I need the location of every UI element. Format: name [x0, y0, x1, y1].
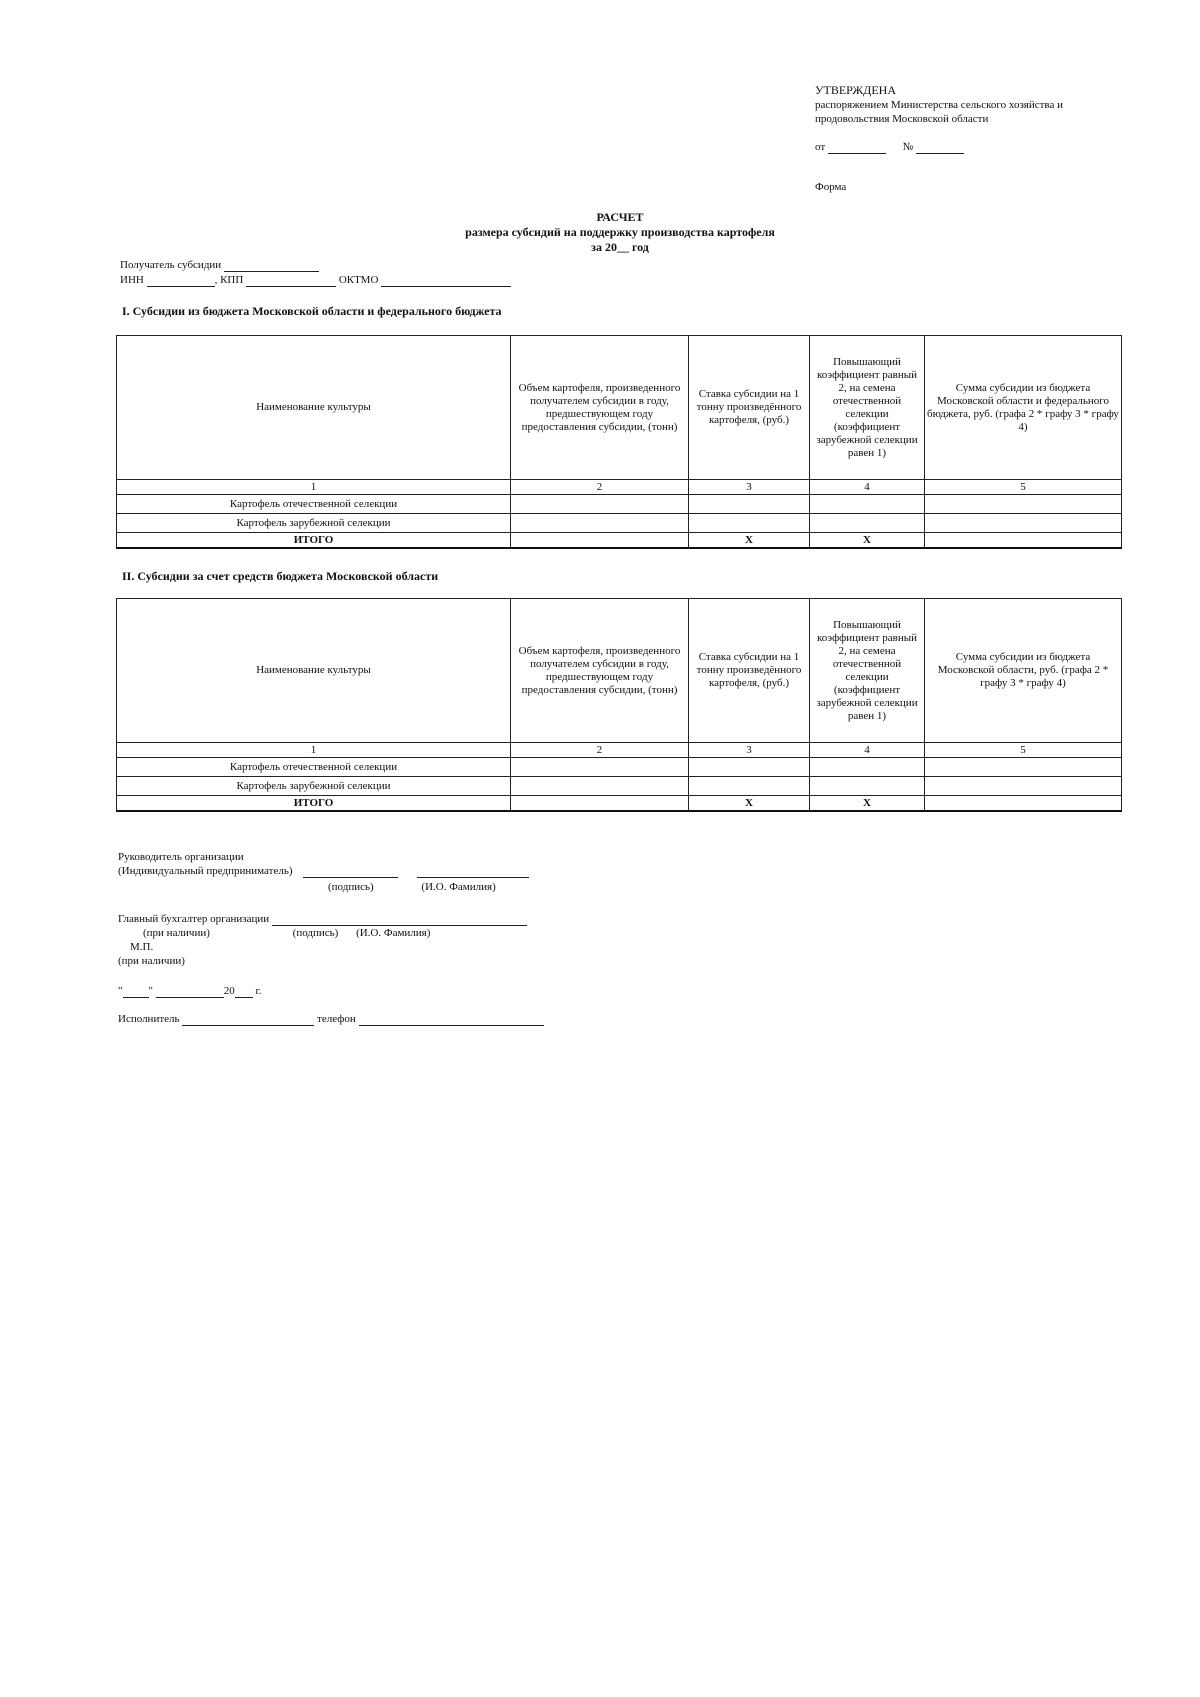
- signatures-block: [118, 850, 718, 1026]
- x-mark: X: [689, 796, 810, 812]
- column-number: 5: [925, 480, 1122, 495]
- total-label: ИТОГО: [117, 533, 511, 549]
- date-quote-close: ": [148, 985, 153, 997]
- name-caption: (И.О. Фамилия): [421, 881, 496, 893]
- form-label: Форма: [815, 181, 847, 193]
- executor-label: Исполнитель: [118, 1013, 180, 1025]
- data-cell[interactable]: [810, 514, 925, 533]
- approval-number-field[interactable]: [916, 141, 964, 154]
- total-row: [117, 533, 1122, 549]
- header-cell: Повышающий коэффициент равный 2, на семена отечественной селекции (коэффициент зарубежной селекции равен 1): [810, 336, 925, 480]
- data-cell[interactable]: [925, 533, 1122, 549]
- head-name-field[interactable]: [417, 865, 529, 878]
- table-row: [117, 758, 1122, 777]
- year-prefix: 20: [223, 985, 235, 997]
- data-cell[interactable]: [511, 758, 689, 777]
- approval-line-2: продовольствия Московской области: [815, 113, 989, 125]
- approval-heading: УТВЕРЖДЕНА: [815, 83, 897, 97]
- crop-name: Картофель зарубежной селекции: [117, 514, 511, 533]
- approval-number-label: №: [902, 141, 914, 153]
- crop-name: Картофель отечественной селекции: [117, 758, 511, 777]
- table-header-row: [117, 599, 1122, 743]
- x-mark: X: [689, 533, 810, 549]
- kpp-label: , КПП: [214, 274, 244, 286]
- data-cell[interactable]: [511, 796, 689, 812]
- executor-field[interactable]: [182, 1013, 314, 1026]
- title-period: за 20__ год: [591, 240, 649, 254]
- header-cell: Сумма субсидии из бюджета Московской области, руб. (графа 2 * графу 3 * графу 4): [925, 599, 1122, 743]
- column-number-row: [117, 480, 1122, 495]
- section-2-table: [116, 598, 1122, 812]
- date-line: [118, 984, 718, 998]
- phone-label: телефон: [317, 1013, 356, 1025]
- column-number-row: [117, 743, 1122, 758]
- year-suffix: г.: [255, 985, 262, 997]
- column-number: 2: [511, 480, 689, 495]
- data-cell[interactable]: [925, 758, 1122, 777]
- executor-line: [118, 1012, 718, 1026]
- document-title: [300, 210, 940, 255]
- head-sign-captions: [118, 880, 718, 894]
- year-field[interactable]: [235, 985, 253, 998]
- data-cell[interactable]: [810, 777, 925, 796]
- oktmo-label: ОКТМО: [338, 274, 379, 286]
- table-row: [117, 514, 1122, 533]
- data-cell[interactable]: [511, 495, 689, 514]
- data-cell[interactable]: [810, 758, 925, 777]
- data-cell[interactable]: [511, 514, 689, 533]
- table-header-row: [117, 336, 1122, 480]
- header-cell: Ставка субсидии на 1 тонну произведённого картофеля, (руб.): [689, 336, 810, 480]
- accountant-line: [118, 912, 718, 926]
- inn-kpp-oktmo-line: [120, 273, 511, 287]
- total-row: [117, 796, 1122, 812]
- column-number: 5: [925, 743, 1122, 758]
- data-cell[interactable]: [689, 514, 810, 533]
- header-cell: Ставка субсидии на 1 тонну произведённого картофеля, (руб.): [689, 599, 810, 743]
- sign-caption: (подпись): [328, 881, 374, 893]
- header-cell: Объем картофеля, произведенного получателем субсидии в году, предшествующем году предоставления субсидии, (тонн): [511, 599, 689, 743]
- title-sub: размера субсидий на поддержку производства картофеля: [465, 225, 775, 239]
- header-cell: Сумма субсидии из бюджета Московской области и федерального бюджета, руб. (графа 2 * графу 3 * графу 4): [925, 336, 1122, 480]
- table-row: [117, 495, 1122, 514]
- section-1-table: [116, 335, 1122, 549]
- header-cell: Повышающий коэффициент равный 2, на семена отечественной селекции (коэффициент зарубежной селекции равен 1): [810, 599, 925, 743]
- column-number: 2: [511, 743, 689, 758]
- day-field[interactable]: [123, 985, 149, 998]
- recipient-label: Получатель субсидии: [120, 259, 222, 271]
- data-cell[interactable]: [511, 777, 689, 796]
- column-number: 1: [117, 480, 511, 495]
- column-number: 1: [117, 743, 511, 758]
- head-line-2: [118, 864, 718, 878]
- head-signature-field[interactable]: [303, 865, 398, 878]
- data-cell[interactable]: [925, 495, 1122, 514]
- head-line-1: Руководитель организации: [118, 851, 244, 863]
- column-number: 4: [810, 743, 925, 758]
- total-label: ИТОГО: [117, 796, 511, 812]
- column-number: 3: [689, 480, 810, 495]
- header-cell: Наименование культуры: [117, 599, 511, 743]
- oktmo-field[interactable]: [381, 274, 511, 287]
- head-line-2-label: (Индивидуальный предприниматель): [118, 865, 293, 877]
- accountant-label: Главный бухгалтер организации: [118, 913, 270, 925]
- inn-label: ИНН: [120, 274, 144, 286]
- approval-from-label: от: [815, 141, 826, 153]
- header-cell: Объем картофеля, произведенного получателем субсидии в году, предшествующем году предоставления субсидии, (тонн): [511, 336, 689, 480]
- sign-caption: (подпись): [292, 927, 339, 939]
- section-1-title: I. Субсидии из бюджета Московской области и федерального бюджета: [122, 304, 502, 318]
- title-main: РАСЧЕТ: [596, 210, 644, 224]
- data-cell[interactable]: [925, 514, 1122, 533]
- data-cell[interactable]: [925, 796, 1122, 812]
- kpp-field[interactable]: [246, 274, 336, 287]
- table-row: [117, 777, 1122, 796]
- crop-name: Картофель отечественной селекции: [117, 495, 511, 514]
- phone-field[interactable]: [359, 1013, 544, 1026]
- mp-if-any: (при наличии): [118, 955, 185, 967]
- accountant-captions: [118, 926, 718, 940]
- section-2-title: II. Субсидии за счет средств бюджета Московской области: [122, 569, 439, 583]
- column-number: 4: [810, 480, 925, 495]
- data-cell[interactable]: [511, 533, 689, 549]
- recipient-field[interactable]: [224, 259, 319, 272]
- inn-field[interactable]: [147, 274, 215, 287]
- crop-name: Картофель зарубежной селекции: [117, 777, 511, 796]
- data-cell[interactable]: [689, 758, 810, 777]
- data-cell[interactable]: [925, 777, 1122, 796]
- mp-label: М.П.: [130, 941, 154, 953]
- approval-line-1: распоряжением Министерства сельского хозяйства и: [815, 99, 1063, 111]
- data-cell[interactable]: [689, 777, 810, 796]
- recipient-line: [120, 258, 319, 272]
- accountant-if-any: (при наличии): [143, 927, 210, 939]
- column-number: 3: [689, 743, 810, 758]
- x-mark: X: [810, 796, 925, 812]
- x-mark: X: [810, 533, 925, 549]
- header-cell: Наименование культуры: [117, 336, 511, 480]
- data-cell[interactable]: [810, 495, 925, 514]
- month-field[interactable]: [156, 985, 224, 998]
- approval-block: [815, 83, 1145, 154]
- accountant-field[interactable]: [272, 913, 527, 926]
- approval-date-field[interactable]: [828, 141, 886, 154]
- name-caption: (И.О. Фамилия): [356, 927, 431, 939]
- approval-date-number: [815, 140, 1145, 154]
- date-quote-open: ": [118, 985, 123, 997]
- data-cell[interactable]: [689, 495, 810, 514]
